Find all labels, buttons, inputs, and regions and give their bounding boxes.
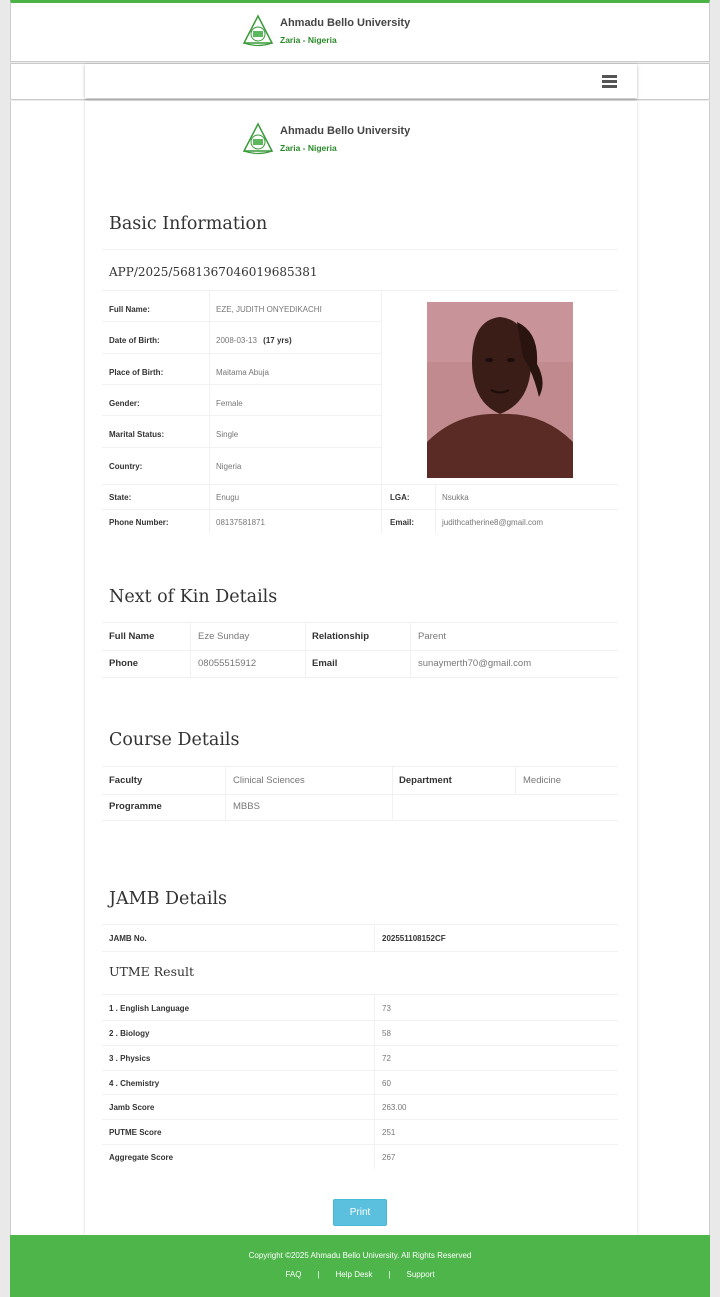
- kin-phone-value: 08055515912: [198, 658, 257, 669]
- jamb-heading: JAMB Details: [109, 889, 228, 909]
- divider: [102, 794, 618, 795]
- footer-separator: |: [317, 1270, 320, 1279]
- footer-separator: |: [388, 1270, 391, 1279]
- email-value: judithcatherine8@gmail.com: [442, 518, 544, 527]
- gender-label: Gender:: [109, 399, 140, 408]
- faculty-value: Clinical Sciences: [233, 775, 305, 786]
- gender-value: Female: [216, 399, 243, 408]
- footer-link-help-desk[interactable]: Help Desk: [335, 1270, 373, 1279]
- university-name: Ahmadu Bello University: [280, 16, 411, 29]
- country-value: Nigeria: [216, 462, 242, 471]
- utme-row-label: 3 . Physics: [109, 1054, 151, 1063]
- divider: [102, 994, 618, 995]
- kin-name-value: Eze Sunday: [198, 631, 250, 642]
- dob-value: 2008-03-13 (17 yrs): [216, 336, 292, 345]
- utme-row-value: 73: [382, 1004, 391, 1013]
- divider: [209, 291, 210, 534]
- divider: [102, 1020, 618, 1021]
- hamburger-menu-icon[interactable]: [602, 75, 617, 88]
- divider: [102, 677, 618, 678]
- pob-label: Place of Birth:: [109, 368, 164, 377]
- divider: [515, 766, 516, 794]
- card-university-name: Ahmadu Bello University: [280, 124, 411, 137]
- divider: [225, 766, 226, 820]
- email-label: Email:: [390, 518, 415, 527]
- pob-value: Maitama Abuja: [216, 368, 269, 377]
- utme-row-label: Jamb Score: [109, 1103, 155, 1112]
- divider: [102, 509, 618, 510]
- programme-label: Programme: [109, 801, 162, 812]
- utme-row-value: 251: [382, 1128, 396, 1137]
- faculty-label: Faculty: [109, 775, 143, 786]
- application-number: APP/2025/5681367046019685381: [109, 265, 318, 279]
- divider: [102, 1070, 618, 1071]
- kin-email-label: Email: [312, 658, 338, 669]
- applicant-photo-image: [427, 302, 573, 478]
- nav-inner: [85, 64, 637, 98]
- card-logo: [241, 122, 410, 156]
- print-button[interactable]: Print: [333, 1199, 387, 1226]
- kin-relationship-label: Relationship: [312, 631, 370, 642]
- divider: [102, 1144, 618, 1145]
- card-university-location: Zaria - Nigeria: [280, 142, 337, 153]
- utme-row-value: 60: [382, 1079, 391, 1088]
- divider: [102, 951, 618, 952]
- kin-phone-label: Phone: [109, 658, 139, 669]
- divider: [102, 290, 618, 291]
- utme-row-value: 267: [382, 1153, 396, 1162]
- divider: [102, 447, 382, 448]
- lga-label: LGA:: [390, 493, 410, 502]
- full-name-label: Full Name:: [109, 305, 150, 314]
- divider: [102, 622, 618, 623]
- utme-heading: UTME Result: [109, 964, 195, 979]
- divider: [305, 622, 306, 677]
- utme-row-label: 4 . Chemistry: [109, 1079, 160, 1088]
- divider: [102, 384, 382, 385]
- divider: [102, 1045, 618, 1046]
- course-heading: Course Details: [109, 730, 240, 750]
- divider: [102, 766, 618, 767]
- university-seal-icon: [241, 122, 275, 156]
- divider: [102, 1119, 618, 1120]
- department-label: Department: [399, 775, 452, 786]
- divider: [435, 484, 436, 534]
- marital-value: Single: [216, 430, 239, 439]
- applicant-photo: [427, 302, 573, 478]
- divider: [102, 924, 618, 925]
- utme-row-value: 263.00: [382, 1103, 407, 1112]
- footer-links: [10, 1270, 710, 1279]
- divider: [102, 321, 382, 322]
- divider: [410, 622, 411, 677]
- dob-label: Date of Birth:: [109, 336, 160, 345]
- divider: [102, 650, 618, 651]
- divider: [374, 924, 375, 951]
- divider: [102, 1094, 618, 1095]
- footer-link-support[interactable]: Support: [406, 1270, 435, 1279]
- utme-row-value: 58: [382, 1029, 391, 1038]
- divider: [102, 353, 382, 354]
- divider: [374, 994, 375, 1169]
- utme-row-label: 2 . Biology: [109, 1029, 150, 1038]
- kin-email-value: sunaymerth70@gmail.com: [418, 658, 532, 669]
- university-seal-icon: [241, 14, 275, 48]
- kin-name-label: Full Name: [109, 631, 155, 642]
- kin-relationship-value: Parent: [418, 631, 446, 642]
- divider: [392, 766, 393, 820]
- divider: [102, 249, 618, 250]
- divider: [102, 415, 382, 416]
- utme-row-label: 1 . English Language: [109, 1004, 190, 1013]
- divider: [381, 291, 382, 534]
- divider: [102, 820, 618, 821]
- utme-row-value: 72: [382, 1054, 391, 1063]
- header-logo[interactable]: [241, 14, 410, 48]
- footer-link-faq[interactable]: FAQ: [285, 1270, 302, 1279]
- full-name-value: EZE, JUDITH ONYEDIKACHI: [216, 305, 322, 314]
- copyright-text: Copyright ©2025 Ahmadu Bello University. All Rights Reserved: [248, 1251, 472, 1260]
- state-label: State:: [109, 493, 132, 502]
- university-location: Zaria - Nigeria: [280, 34, 337, 45]
- jamb-no-label: JAMB No.: [109, 934, 147, 943]
- basic-info-heading: Basic Information: [109, 214, 268, 234]
- nav-bar: [10, 63, 710, 100]
- country-label: Country:: [109, 462, 143, 471]
- department-value: Medicine: [523, 775, 562, 786]
- divider: [190, 622, 191, 677]
- programme-value: MBBS: [233, 801, 260, 812]
- state-value: Enugu: [216, 493, 240, 502]
- divider: [102, 484, 618, 485]
- jamb-no-value: 202551108152CF: [382, 934, 446, 943]
- lga-value: Nsukka: [442, 493, 469, 502]
- phone-label: Phone Number:: [109, 518, 169, 527]
- utme-row-label: Aggregate Score: [109, 1153, 174, 1162]
- marital-label: Marital Status:: [109, 430, 165, 439]
- footer: [10, 1235, 710, 1297]
- phone-value: 08137581871: [216, 518, 265, 527]
- kin-heading: Next of Kin Details: [109, 587, 278, 607]
- utme-row-label: PUTME Score: [109, 1128, 162, 1137]
